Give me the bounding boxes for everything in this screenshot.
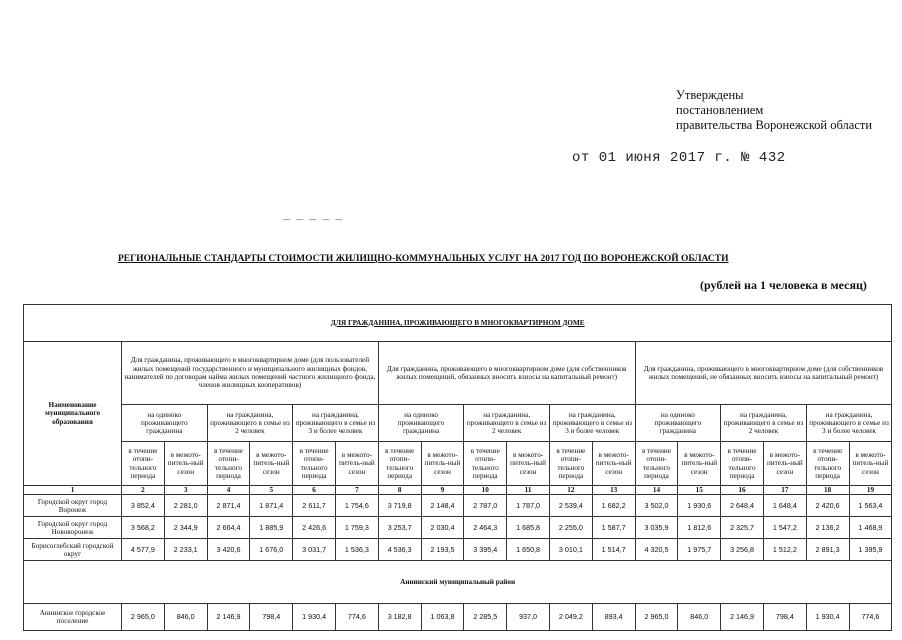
table-cell-value: 4 320,5: [635, 539, 678, 561]
column-number-row: [24, 486, 892, 495]
table-cell-value: 937,0: [507, 604, 550, 631]
approval-line-1: Утверждены: [676, 88, 744, 102]
subgroup-header: на одиноко проживающего гражданина: [635, 405, 721, 442]
table-cell-value: 2 193,5: [421, 539, 464, 561]
table-cell-value: 3 035,9: [635, 517, 678, 539]
table-cell-value: 3 502,0: [635, 495, 678, 517]
column-number: 4: [207, 486, 250, 495]
period-nonheating-header: в межото-питель-ный сезон: [335, 442, 378, 486]
standards-table: [23, 304, 892, 631]
column-number: 1: [24, 486, 122, 495]
column-number: 3: [164, 486, 207, 495]
period-header-row: [24, 442, 892, 486]
table-cell-value: 3 852,4: [122, 495, 165, 517]
table-cell-value: 1 547,2: [763, 517, 806, 539]
column-number: 14: [635, 486, 678, 495]
table-cell-value: 1 812,6: [678, 517, 721, 539]
table-cell-value: 2 965,0: [635, 604, 678, 631]
column-number: 5: [250, 486, 293, 495]
period-heating-header: в течение отопи-тельного периода: [806, 442, 849, 486]
column-number: 2: [122, 486, 165, 495]
table-cell-value: 2 233,1: [164, 539, 207, 561]
table-cell-value: 1 975,7: [678, 539, 721, 561]
period-nonheating-header: в межото-питель-ный сезон: [507, 442, 550, 486]
period-nonheating-header: в межото-питель-ный сезон: [421, 442, 464, 486]
table-cell-value: 1 514,7: [592, 539, 635, 561]
table-cell-value: 2 664,4: [207, 517, 250, 539]
table-cell-value: 3 010,1: [549, 539, 592, 561]
subgroup-header: на одиноко проживающего гражданина: [378, 405, 464, 442]
table-row: [24, 604, 892, 631]
table-row: [24, 539, 892, 561]
decree-date-number: от 01 июня 2017 г. № 432: [572, 150, 786, 166]
period-nonheating-header: в межото-питель-ный сезон: [763, 442, 806, 486]
table-cell-value: 1 650,8: [507, 539, 550, 561]
municipality-name: Городской округ город Нововоронеж: [24, 517, 122, 539]
table-cell-value: 1 685,8: [507, 517, 550, 539]
table-cell-value: 774,6: [335, 604, 378, 631]
table-cell-value: 2 539,4: [549, 495, 592, 517]
dash-mark: _ _ _ _ _: [283, 211, 343, 223]
period-heating-header: в течение отопи-тельного периода: [293, 442, 336, 486]
table-cell-value: 798,4: [250, 604, 293, 631]
subgroup-header: на гражданина, проживающего в семье из 2 человек: [464, 405, 550, 442]
table-cell-value: 1 930,4: [806, 604, 849, 631]
table-cell-value: 893,4: [592, 604, 635, 631]
table-cell-value: 1 682,2: [592, 495, 635, 517]
group-header-2: Для гражданина, проживающего в многоквартирном доме (для собственников жилых помещений, обязанных вносить взносы на капитальный ремонт): [378, 342, 635, 405]
table-cell-value: 1 930,6: [678, 495, 721, 517]
table-cell-value: 1 759,3: [335, 517, 378, 539]
period-heating-header: в течение отопи-тельного периода: [721, 442, 764, 486]
table-cell-value: 2 136,2: [806, 517, 849, 539]
table-cell-value: 3 568,2: [122, 517, 165, 539]
column-number: 8: [378, 486, 421, 495]
table-cell-value: 3 253,7: [378, 517, 421, 539]
period-heating-header: в течение отопи-тельного периода: [549, 442, 592, 486]
data-rows: [24, 495, 892, 561]
table-cell-value: 2 420,6: [806, 495, 849, 517]
group-header-3: Для гражданина, проживающего в многоквартирном доме (для собственников жилых помещений, не обязанных вносить взносы на капитальный ремонт): [635, 342, 892, 405]
table-cell-value: 2 426,6: [293, 517, 336, 539]
table-cell-value: 846,0: [678, 604, 721, 631]
column-number: 19: [849, 486, 892, 495]
period-nonheating-header: в межото-питель-ный сезон: [164, 442, 207, 486]
table-cell-value: 1 930,4: [293, 604, 336, 631]
table-cell-value: 2 049,2: [549, 604, 592, 631]
table-cell-value: 1 563,4: [849, 495, 892, 517]
table-cell-value: 2 146,9: [721, 604, 764, 631]
subgroup-header: на гражданина, проживающего в семье из 3 и более человек: [293, 405, 379, 442]
table-cell-value: 1 536,3: [335, 539, 378, 561]
table-cell-value: 2 148,4: [421, 495, 464, 517]
table-row: [24, 517, 892, 539]
table-cell-value: 2 030,4: [421, 517, 464, 539]
units-note: (рублей на 1 человека в месяц): [700, 278, 867, 292]
table-cell-value: 2 611,7: [293, 495, 336, 517]
municipality-name: Городской округ город Воронеж: [24, 495, 122, 517]
municipality-name: Аннинское городское поселение: [24, 604, 122, 631]
column-number: 16: [721, 486, 764, 495]
period-heating-header: в течение отопи-тельного периода: [378, 442, 421, 486]
table-cell-value: 2 464,3: [464, 517, 507, 539]
table-cell-value: 2 871,4: [207, 495, 250, 517]
table-cell-value: 2 648,4: [721, 495, 764, 517]
table-cell-value: 3 395,4: [464, 539, 507, 561]
period-heating-header: в течение отопи-тельного периода: [207, 442, 250, 486]
period-heating-header: в течение отопи-тельного периода: [635, 442, 678, 486]
approval-block: [676, 88, 872, 133]
table-cell-value: 846,0: [164, 604, 207, 631]
subgroup-header: на гражданина, проживающего в семье из 2 человек: [207, 405, 293, 442]
table-cell-value: 3 719,8: [378, 495, 421, 517]
column-number: 11: [507, 486, 550, 495]
table-cell-value: 2 146,9: [207, 604, 250, 631]
table-cell-value: 3 420,6: [207, 539, 250, 561]
table-cell-value: 3 256,8: [721, 539, 764, 561]
period-nonheating-header: в межото-питель-ный сезон: [678, 442, 721, 486]
column-number: 13: [592, 486, 635, 495]
subgroup-header: на гражданина, проживающего в семье из 3 и более человек: [806, 405, 892, 442]
table-cell-value: 1 787,0: [507, 495, 550, 517]
table-cell-value: 774,6: [849, 604, 892, 631]
table-cell-value: 2 285,5: [464, 604, 507, 631]
subgroup-header: на гражданина, проживающего в семье из 3 и более человек: [549, 405, 635, 442]
table-cell-value: 3 031,7: [293, 539, 336, 561]
document-title: РЕГИОНАЛЬНЫЕ СТАНДАРТЫ СТОИМОСТИ ЖИЛИЩНО-КОММУНАЛЬНЫХ УСЛУГ НА 2017 ГОД ПО ВОРОНЕЖСКОЙ ОБЛАСТИ: [118, 254, 729, 264]
approval-line-2: постановлением: [676, 103, 764, 117]
group-header-1: Для гражданина, проживающего в многоквартирном доме (для пользователей жилых помещений государственного и муниципального жилищных фондов, нанимателей по договорам найма жилых помещений частного жилищного фонда, членов жилищных кооперативов): [122, 342, 379, 405]
column-number: 12: [549, 486, 592, 495]
period-nonheating-header: в межото-питель-ный сезон: [250, 442, 293, 486]
table-cell-value: 4 577,9: [122, 539, 165, 561]
table-cell-value: 1 648,4: [763, 495, 806, 517]
table-cell-value: 1 395,9: [849, 539, 892, 561]
period-nonheating-header: в межото-питель-ный сезон: [849, 442, 892, 486]
table-cell-value: 1 754,6: [335, 495, 378, 517]
table-cell-value: 2 281,0: [164, 495, 207, 517]
table-banner: ДЛЯ ГРАЖДАНИНА, ПРОЖИВАЮЩЕГО В МНОГОКВАРТИРНОМ ДОМЕ: [24, 305, 892, 342]
column-number: 10: [464, 486, 507, 495]
table-cell-value: 1 871,4: [250, 495, 293, 517]
table-cell-value: 2 965,0: [122, 604, 165, 631]
table-cell-value: 3 182,8: [378, 604, 421, 631]
table-cell-value: 2 325,7: [721, 517, 764, 539]
name-column-header: Наименование муниципального образования: [24, 342, 122, 486]
column-number: 6: [293, 486, 336, 495]
table-cell-value: 1 885,9: [250, 517, 293, 539]
raion-label: Аннинский муниципальный район: [24, 561, 892, 604]
period-heating-header: в течение отопи-тельного периода: [464, 442, 507, 486]
table-cell-value: 2 255,0: [549, 517, 592, 539]
table-cell-value: 1 676,0: [250, 539, 293, 561]
table-cell-value: 1 468,9: [849, 517, 892, 539]
table-cell-value: 4 536,3: [378, 539, 421, 561]
table-row: [24, 495, 892, 517]
column-number: 15: [678, 486, 721, 495]
table-cell-value: 1 063,8: [421, 604, 464, 631]
table-cell-value: 2 891,3: [806, 539, 849, 561]
period-heating-header: в течение отопи-тельного периода: [122, 442, 165, 486]
approval-line-3: правительства Воронежской области: [676, 118, 873, 132]
municipality-name: Борисоглебский городской округ: [24, 539, 122, 561]
table-cell-value: 1 587,7: [592, 517, 635, 539]
table-cell-value: 1 512,2: [763, 539, 806, 561]
period-nonheating-header: в межото-питель-ный сезон: [592, 442, 635, 486]
column-number: 17: [763, 486, 806, 495]
subgroup-header: на одиноко проживающего гражданина: [122, 405, 208, 442]
column-number: 18: [806, 486, 849, 495]
table-cell-value: 798,4: [763, 604, 806, 631]
column-number: 7: [335, 486, 378, 495]
column-number: 9: [421, 486, 464, 495]
table-cell-value: 2 344,9: [164, 517, 207, 539]
table-cell-value: 2 787,0: [464, 495, 507, 517]
subgroup-header: на гражданина, проживающего в семье из 2 человек: [721, 405, 807, 442]
